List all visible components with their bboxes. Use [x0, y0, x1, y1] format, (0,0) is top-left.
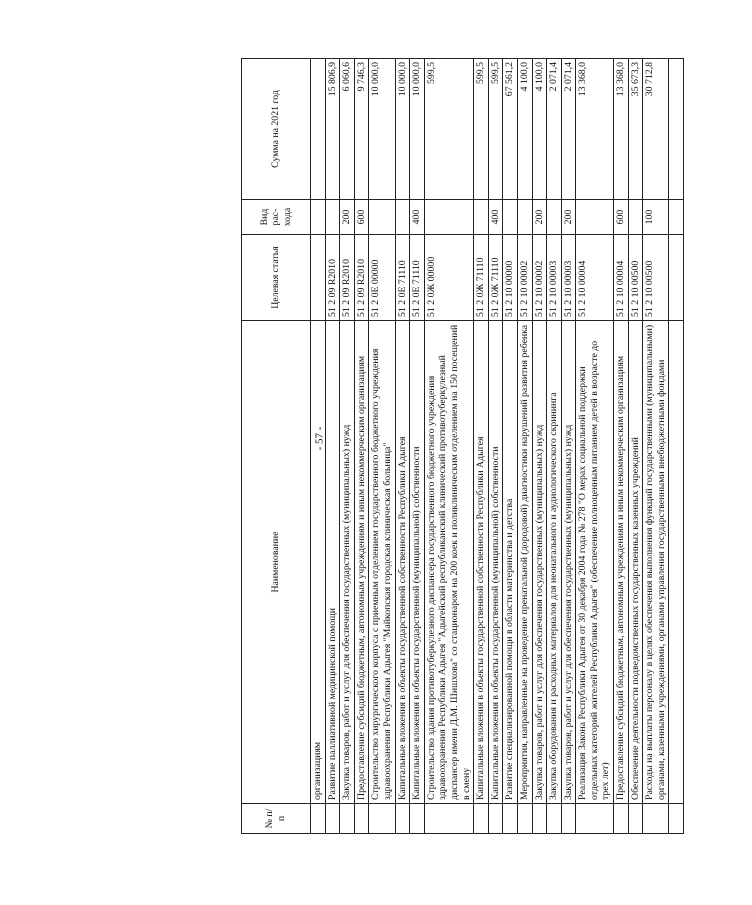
table-row — [354, 58, 369, 833]
cell-number — [339, 803, 354, 833]
cell-sum: 30 712,8 — [642, 58, 668, 199]
cell-number — [368, 803, 394, 833]
cell-number — [354, 803, 369, 833]
table-row — [424, 58, 473, 833]
cell-sum: 2 071,4 — [546, 58, 561, 199]
cell-sum: 10 000,0 — [368, 58, 394, 199]
cell-target-article: 51 2 10 00500 — [642, 234, 668, 320]
cell-sum: 599,5 — [473, 58, 488, 199]
cell-name: Капитальные вложения в объекты государственной собственности Республики Адыгея — [473, 320, 488, 803]
table-row — [325, 58, 340, 833]
cell-name: Капитальные вложения в объекты государственной собственности Республики Адыгея — [395, 320, 410, 803]
cell-number — [310, 803, 325, 833]
cell-sum: 10 000,0 — [409, 58, 424, 199]
cell-expense-type — [310, 199, 325, 234]
cell-name: Строительство здания противотуберкулезного диспансера государственного бюджетного учреждения здравоохранения Республики Адыгея "Адыгейский республиканский клинический противотуберкулезный диспансер имени Д.М. Шишхова" со стационаром на 200 коек и поликлиническим отделением на 150 посещений в смену — [424, 320, 473, 803]
cell-number — [517, 803, 532, 833]
cell-sum: 6 060,6 — [339, 58, 354, 199]
header-sum-2021: Сумма на 2021 год — [241, 58, 310, 199]
cell-number — [532, 803, 547, 833]
cell-target-article: 51 2 09 R2010 — [354, 234, 369, 320]
cell-target-article: 51 2 10 00004 — [613, 234, 628, 320]
table-row — [502, 58, 517, 833]
cell-name: Развитие специализированной помощи в области материнства и детства — [502, 320, 517, 803]
cell-name: Закупка товаров, работ и услуг для обеспечения государственных (муниципальных) нужд — [561, 320, 576, 803]
cell-number — [575, 803, 613, 833]
cell-sum: 13 368,0 — [613, 58, 628, 199]
cell-sum: 4 100,0 — [532, 58, 547, 199]
cell-target-article — [310, 234, 325, 320]
cell-name: Закупка товаров, работ и услуг для обеспечения государственных (муниципальных) нужд — [532, 320, 547, 803]
cell-expense-type — [325, 199, 340, 234]
cell-expense-type — [424, 199, 473, 234]
cell-target-article: 51 2 0Е 71110 — [395, 234, 410, 320]
cell-sum: 10 000,0 — [395, 58, 410, 199]
cell-target-article: 51 2 09 R2010 — [325, 234, 340, 320]
cell-target-article — [668, 234, 683, 320]
cell-sum: 4 100,0 — [517, 58, 532, 199]
cell-expense-type — [517, 199, 532, 234]
cell-sum: 2 071,4 — [561, 58, 576, 199]
cell-target-article: 51 2 0Е 71110 — [409, 234, 424, 320]
table-row — [642, 58, 668, 833]
cell-target-article: 51 2 10 00500 — [628, 234, 643, 320]
cell-name: организациям — [310, 320, 325, 803]
cell-expense-type — [368, 199, 394, 234]
cell-expense-type — [575, 199, 613, 234]
cell-expense-type — [502, 199, 517, 234]
cell-target-article: 51 2 10 00000 — [502, 234, 517, 320]
table-body — [310, 58, 683, 833]
cell-name: Расходы на выплаты персоналу в целях обеспечения выполнения функций государственными (муниципальными) органами, казенными учреждениями, органами управления государственными внебюджетными фондами — [642, 320, 668, 803]
cell-sum: 599,5 — [424, 58, 473, 199]
cell-number — [409, 803, 424, 833]
table-row — [339, 58, 354, 833]
table-row — [368, 58, 394, 833]
cell-number — [642, 803, 668, 833]
rotated-table-wrapper — [241, 59, 752, 834]
header-expense-type: Вид рас-хода — [241, 199, 310, 234]
cell-number — [325, 803, 340, 833]
cell-expense-type — [668, 199, 683, 234]
header-target-article: Целевая статья — [241, 234, 310, 320]
cell-target-article: 51 2 0Ж 71110 — [488, 234, 503, 320]
cell-target-article: 51 2 09 R2010 — [339, 234, 354, 320]
cell-expense-type: 200 — [532, 199, 547, 234]
table-row — [409, 58, 424, 833]
cell-expense-type: 200 — [339, 199, 354, 234]
table-row — [668, 58, 683, 833]
cell-expense-type: 400 — [488, 199, 503, 234]
cell-number — [473, 803, 488, 833]
table-row — [488, 58, 503, 833]
cell-sum: 35 673,3 — [628, 58, 643, 199]
cell-target-article: 51 2 10 00004 — [575, 234, 613, 320]
cell-number — [488, 803, 503, 833]
cell-expense-type: 100 — [642, 199, 668, 234]
table-row — [532, 58, 547, 833]
table-row — [473, 58, 488, 833]
cell-expense-type — [473, 199, 488, 234]
page-number: - 57 - — [313, 426, 326, 451]
cell-number — [546, 803, 561, 833]
cell-name: Предоставление субсидий бюджетным, автономным учреждениям и иным некоммерческим организациям — [354, 320, 369, 803]
cell-number — [395, 803, 410, 833]
table-row — [395, 58, 410, 833]
table-row — [628, 58, 643, 833]
cell-sum — [310, 58, 325, 199]
cell-number — [613, 803, 628, 833]
cell-name: Предоставление субсидий бюджетным, автономным учреждениям и иным некоммерческим организациям — [613, 320, 628, 803]
table-row — [575, 58, 613, 833]
cell-expense-type: 400 — [409, 199, 424, 234]
cell-number — [502, 803, 517, 833]
cell-expense-type — [546, 199, 561, 234]
cell-target-article: 51 2 10 00003 — [546, 234, 561, 320]
cell-target-article: 51 2 0Ж 00000 — [424, 234, 473, 320]
cell-name: Закупка товаров, работ и услуг для обеспечения государственных (муниципальных) нужд — [339, 320, 354, 803]
cell-sum: 9 746,3 — [354, 58, 369, 199]
table-header-row — [241, 58, 310, 833]
header-number: № п/п — [241, 803, 310, 833]
cell-number — [628, 803, 643, 833]
cell-sum: 13 368,0 — [575, 58, 613, 199]
cell-target-article: 51 2 10 00003 — [561, 234, 576, 320]
table-row — [517, 58, 532, 833]
table-row — [613, 58, 628, 833]
cell-number — [561, 803, 576, 833]
cell-expense-type: 600 — [613, 199, 628, 234]
cell-name: Обеспечение деятельности подведомственных государственных казенных учреждений — [628, 320, 643, 803]
cell-name — [668, 320, 683, 803]
cell-target-article: 51 2 10 00002 — [517, 234, 532, 320]
cell-name: Мероприятия, направленные на проведение пренатальной (дородовой) диагностики нарушений развития ребенка — [517, 320, 532, 803]
cell-name: Реализация Закона Республики Адыгея от 30 декабря 2004 года № 278 "О мерах социальной поддержки отдельных категорий жителей Республики Адыгея" (обеспечение полноценным питанием детей в возрасте до трех лет) — [575, 320, 613, 803]
cell-number — [668, 803, 683, 833]
cell-expense-type: 600 — [354, 199, 369, 234]
cell-expense-type: 200 — [561, 199, 576, 234]
cell-sum: 15 806,9 — [325, 58, 340, 199]
cell-target-article: 51 2 10 00002 — [532, 234, 547, 320]
table-row — [546, 58, 561, 833]
cell-target-article: 51 2 0Ж 71110 — [473, 234, 488, 320]
cell-number — [424, 803, 473, 833]
cell-name: Капитальные вложения в объекты государственной (муниципальной) собственности — [488, 320, 503, 803]
table-row — [310, 58, 325, 833]
cell-name: Капитальные вложения в объекты государственной (муниципальной) собственности — [409, 320, 424, 803]
cell-expense-type — [628, 199, 643, 234]
cell-target-article: 51 2 0Е 00000 — [368, 234, 394, 320]
budget-table — [241, 58, 684, 834]
cell-sum — [668, 58, 683, 199]
header-name: Наименование — [241, 320, 310, 803]
cell-name: Развитие паллиативной медицинской помощи — [325, 320, 340, 803]
cell-name: Закупка оборудования и расходных материалов для неонатального и аудиологического скрининга — [546, 320, 561, 803]
cell-sum: 67 561,2 — [502, 58, 517, 199]
table-row — [561, 58, 576, 833]
cell-expense-type — [395, 199, 410, 234]
cell-name: Строительство хирургического корпуса с приемным отделением государственного бюджетного учреждения здравоохранения Республики Адыгея "Майкопская городская клиническая больница" — [368, 320, 394, 803]
cell-sum: 599,5 — [488, 58, 503, 199]
